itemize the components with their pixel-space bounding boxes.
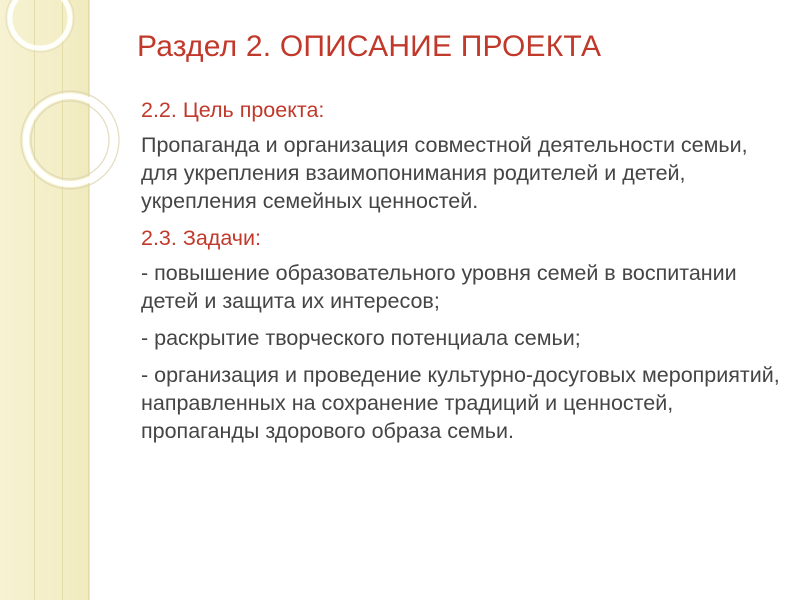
goal-heading: 2.2. Цель проекта:: [141, 98, 325, 122]
slide-title: Раздел 2. ОПИСАНИЕ ПРОЕКТА: [137, 30, 602, 63]
task-item: - раскрытие творческого потенциала семьи;: [141, 326, 581, 350]
task-item: - повышение образовательного уровня семей в воспитании детей и защита их интересов;: [141, 261, 737, 313]
task-item: - организация и проведение культурно-досуговых мероприятий, направленных на сохранение традиций и ценностей, пропаганды здорового образа семьи.: [141, 363, 780, 443]
slide-content: [141, 96, 781, 454]
tasks-heading: 2.3. Задачи:: [141, 226, 261, 250]
decorative-rings: [0, 0, 140, 220]
goal-text: Пропаганда и организация совместной деятельности семьи, для укрепления взаимопонимания родителей и детей, укрепления семейных ценностей.: [141, 133, 748, 213]
